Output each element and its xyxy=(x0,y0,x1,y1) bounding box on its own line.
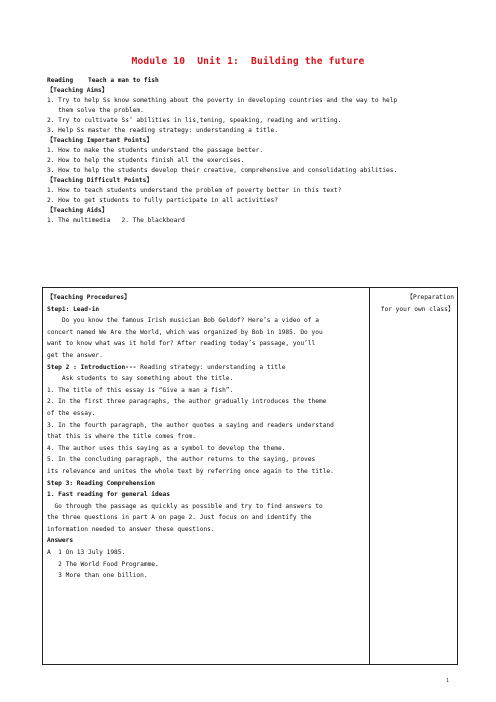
preparation-column xyxy=(370,292,458,315)
step3-line: Go through the passage as quickly as possible and try to find answers to xyxy=(47,502,323,510)
important-item: 3. How to help the students develop their creative, comprehensive and consolidating abilities. xyxy=(47,167,398,174)
answer-line: 3 More than one billion. xyxy=(47,572,148,580)
answer-line: 2 The World Food Programme. xyxy=(47,560,159,568)
step2-line: 2. In the first three paragraphs, the author gradually introduces the theme xyxy=(47,398,327,406)
step1-heading: Step1: Lead-in xyxy=(47,305,100,313)
page-number: 1 xyxy=(446,678,450,684)
procedures-main-column xyxy=(47,292,365,582)
step2-heading: Step 2 : Introduction--- xyxy=(47,363,137,371)
preparation-label: for your own class】 xyxy=(380,305,454,313)
aids-item: 1. The multimedia 2. The blackboard xyxy=(47,217,185,224)
important-heading: 【Teaching Important Points】 xyxy=(47,137,153,144)
aims-item: 3. Help Ss master the reading strategy: understanding a title. xyxy=(47,127,278,134)
intro-section xyxy=(47,76,457,226)
step3-line: information needed to answer these questions. xyxy=(47,525,215,533)
step2-line: of the essay. xyxy=(47,409,96,417)
procedures-table xyxy=(42,287,458,665)
aims-item: them solve the problem. xyxy=(47,107,144,114)
difficult-item: 2. How to get students to fully participate in all activities? xyxy=(47,197,278,204)
aims-heading: 【Teaching Aims】 xyxy=(47,87,108,94)
answer-line: A 1 On 13 July 1985. xyxy=(47,549,126,557)
step2-line: 1. The title of this essay is “Give a man a fish”. xyxy=(47,386,234,394)
step3-line: the three questions in part A on page 2. Just focus on and identify the xyxy=(47,514,312,522)
document-title: Module 10 Unit 1: Building the future xyxy=(131,56,365,67)
aids-heading: 【Teaching Aids】 xyxy=(47,207,108,214)
preparation-label: 【Preparation xyxy=(406,294,454,301)
important-item: 1. How to make the students understand the passage better. xyxy=(47,147,264,154)
step2-heading-row xyxy=(47,362,365,374)
aims-item: 2. Try to cultivate Ss’ abilities in lis,tening, speaking, reading and writing. xyxy=(47,117,342,124)
step3-heading: Step 3: Reading Comprehension xyxy=(47,479,156,487)
step2-line: 4. The author uses this saying as a symbol to develop the theme. xyxy=(47,444,286,452)
step2-line: that this is where the title comes from. xyxy=(47,433,197,441)
important-item: 2. How to help the students finish all the exercises. xyxy=(47,157,245,164)
step1-line: concert named We Are the World, which was organized by Bob in 1985. Do you xyxy=(47,328,323,336)
answers-label: Answers xyxy=(47,537,74,545)
step2-line: Ask students to say something about the title. xyxy=(47,375,234,383)
aims-item: 1. Try to help Ss know something about the poverty in developing countries and the way to help xyxy=(47,97,398,104)
difficult-item: 1. How to teach students understand the problem of poverty better in this text? xyxy=(47,187,342,194)
step2-line: 3. In the fourth paragraph, the author quotes a saying and readers understand xyxy=(47,421,334,429)
step1-line: Do you know the famous Irish musician Bob Geldof? Here’s a video of a xyxy=(47,317,319,325)
difficult-heading: 【Teaching Difficult Points】 xyxy=(47,177,153,184)
reading-line: Reading Teach a man to fish xyxy=(47,77,159,84)
step1-line: get the answer. xyxy=(47,351,103,359)
procedures-heading: 【Teaching Procedures】 xyxy=(47,294,131,301)
step2-subtitle: Reading strategy: understanding a title xyxy=(136,363,286,371)
column-divider xyxy=(369,288,370,664)
step3-subheading: 1. Fast reading for general ideas xyxy=(47,491,170,499)
step2-line: 5. In the concluding paragraph, the author returns to the saying, proves xyxy=(47,456,316,464)
step2-line: its relevance and unites the whole text by referring once again to the title. xyxy=(47,467,334,475)
step1-line: want to know what was it hold for? After reading today’s passage, you’ll xyxy=(47,340,316,348)
